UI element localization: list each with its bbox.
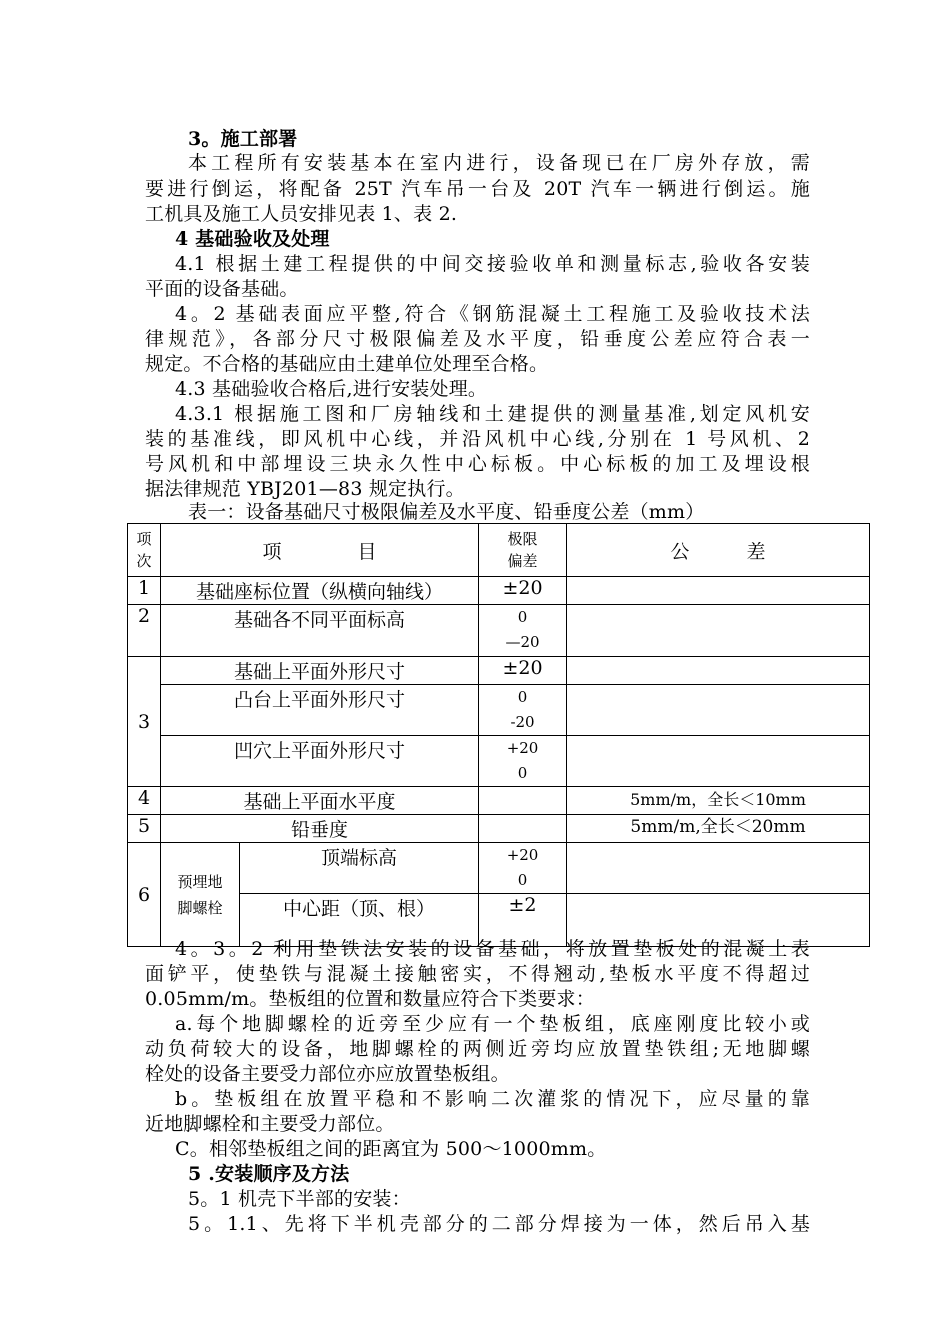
paragraph-line: 4.3.1 根据施工图和厂房轴线和土建提供的测量基准,划定风机安 [175,403,810,425]
paragraph-line: b。垫板组在放置平稳和不影响二次灌浆的情况下，应尽量的靠 [175,1088,810,1110]
paragraph-line: 工机具及施工人员安排见表 1、表 2. [145,203,458,225]
header-no: 项 次 [128,524,161,577]
row-limit [479,815,567,843]
section-heading-4: 4 基础验收及处理 [175,228,330,250]
paragraph-line: 规定。不合格的基础应由土建单位处理至合格。 [145,353,549,375]
row-tolerance [567,736,870,787]
header-tolerance: 公 差 [567,524,870,577]
row-limit [479,787,567,815]
table-row [128,736,870,787]
paragraph-line: 0.05mm/m。垫板组的位置和数量应符合下类要求： [145,988,595,1010]
limit-lower: —20 [505,633,540,651]
paragraph-line: 律规范》，各部分尺寸极限偏差及水平度，铅垂度公差应符合表一 [145,328,810,350]
table-row [128,843,870,894]
paragraph-line: 面铲平，使垫铁与混凝土接触密实，不得翘动,垫板水平度不得超过 [145,963,810,985]
table-row [128,815,870,843]
paragraph-line: 5。1.1、先将下半机壳部分的二部分焊接为一体，然后吊入基 [188,1213,810,1235]
table-caption: 表一：设备基础尺寸极限偏差及水平度、铅垂度公差（mm） [188,501,705,523]
paragraph-line: C。相邻垫板组之间的距离宜为 500～1000mm。 [175,1138,607,1160]
row-tolerance [567,605,870,657]
row-item: 铅垂度 [161,815,479,843]
paragraph-line: a.每个地脚螺栓的近旁至少应有一个垫板组，底座刚度比较小或 [175,1013,810,1035]
paragraph-line: 4.3 基础验收合格后,进行安装处理。 [175,378,488,400]
table-row [128,685,870,736]
table-row [128,605,870,657]
row-item: 凸台上平面外形尺寸 [161,685,479,736]
paragraph-line: 号风机和中部埋设三块永久性中心标板。中心标板的加工及埋设根 [145,453,810,475]
limit-lower: -20 [510,713,535,731]
row-tolerance [567,685,870,736]
row-no: 2 [128,605,161,657]
row-tolerance: 5mm/m,全长＜20mm [567,815,870,843]
table-row [128,577,870,605]
row-group: 预埋地 脚螺栓 [161,843,240,947]
row-limit [479,605,567,657]
section-heading-5: 5 .安装顺序及方法 [188,1163,350,1185]
table-header-row [128,524,870,577]
row-limit [479,685,567,736]
paragraph-line: 本工程所有安装基本在室内进行，设备现已在厂房外存放，需 [188,152,810,174]
row-item: 凹穴上平面外形尺寸 [161,736,479,787]
row-tolerance [567,657,870,685]
paragraph-line: 栓处的设备主要受力部位亦应放置垫板组。 [145,1063,510,1085]
row-tolerance [567,577,870,605]
paragraph-line: 4。2 基础表面应平整,符合《钢筋混凝土工程施工及验收技术法 [175,303,810,325]
row-item: 基础座标位置（纵横向轴线） [161,577,479,605]
limit-lower: 0 [517,764,528,782]
paragraph-line: 据法律规范 YBJ201—83 规定执行。 [145,478,465,500]
tolerance-table [127,523,870,947]
paragraph-line: 4.1 根据土建工程提供的中间交接验收单和测量标志,验收各安装 [175,253,810,275]
row-tolerance: 5mm/m，全长＜10mm [567,787,870,815]
row-limit [479,736,567,787]
row-no: 1 [128,577,161,605]
table-row [128,657,870,685]
paragraph-line: 要进行倒运，将配备 25T 汽车吊一台及 20T 汽车一辆进行倒运。施 [145,178,810,200]
section-heading-3: 3。施工部署 [188,128,298,150]
row-limit: ±20 [479,577,567,605]
paragraph-line: 近地脚螺栓和主要受力部位。 [145,1113,395,1135]
row-item: 基础上平面外形尺寸 [161,657,479,685]
header-limit: 极限 偏差 [479,524,567,577]
row-item: 顶端标高 [240,843,479,894]
paragraph-line: 装的基准线，即风机中心线，并沿风机中心线,分别在 1 号风机、2 [145,428,810,450]
row-no: 3 [128,657,161,787]
row-item: 基础各不同平面标高 [161,605,479,657]
paragraph-line: 动负荷较大的设备，地脚螺栓的两侧近旁均应放置垫铁组;无地脚螺 [145,1038,810,1060]
table-row [128,787,870,815]
limit-lower: 0 [517,871,528,889]
row-tolerance [567,843,870,894]
row-no: 6 [128,843,161,947]
limit-upper: 0 [517,608,528,626]
row-limit [479,843,567,894]
row-limit: ±20 [479,657,567,685]
limit-upper: +20 [506,846,539,864]
row-item: 中心距（顶、根） [240,894,479,947]
row-item: 基础上平面水平度 [161,787,479,815]
row-no: 4 [128,787,161,815]
paragraph-line: 4。3。2 利用垫铁法安装的设备基础，将放置垫板处的混凝土表 [175,938,810,960]
paragraph-line: 平面的设备基础。 [145,278,299,300]
row-no: 5 [128,815,161,843]
row-limit: ±2 [479,894,567,947]
limit-upper: +20 [506,739,539,757]
paragraph-line: 5。1 机壳下半部的安装： [188,1188,411,1210]
limit-upper: 0 [517,688,528,706]
header-item: 项 目 [161,524,479,577]
